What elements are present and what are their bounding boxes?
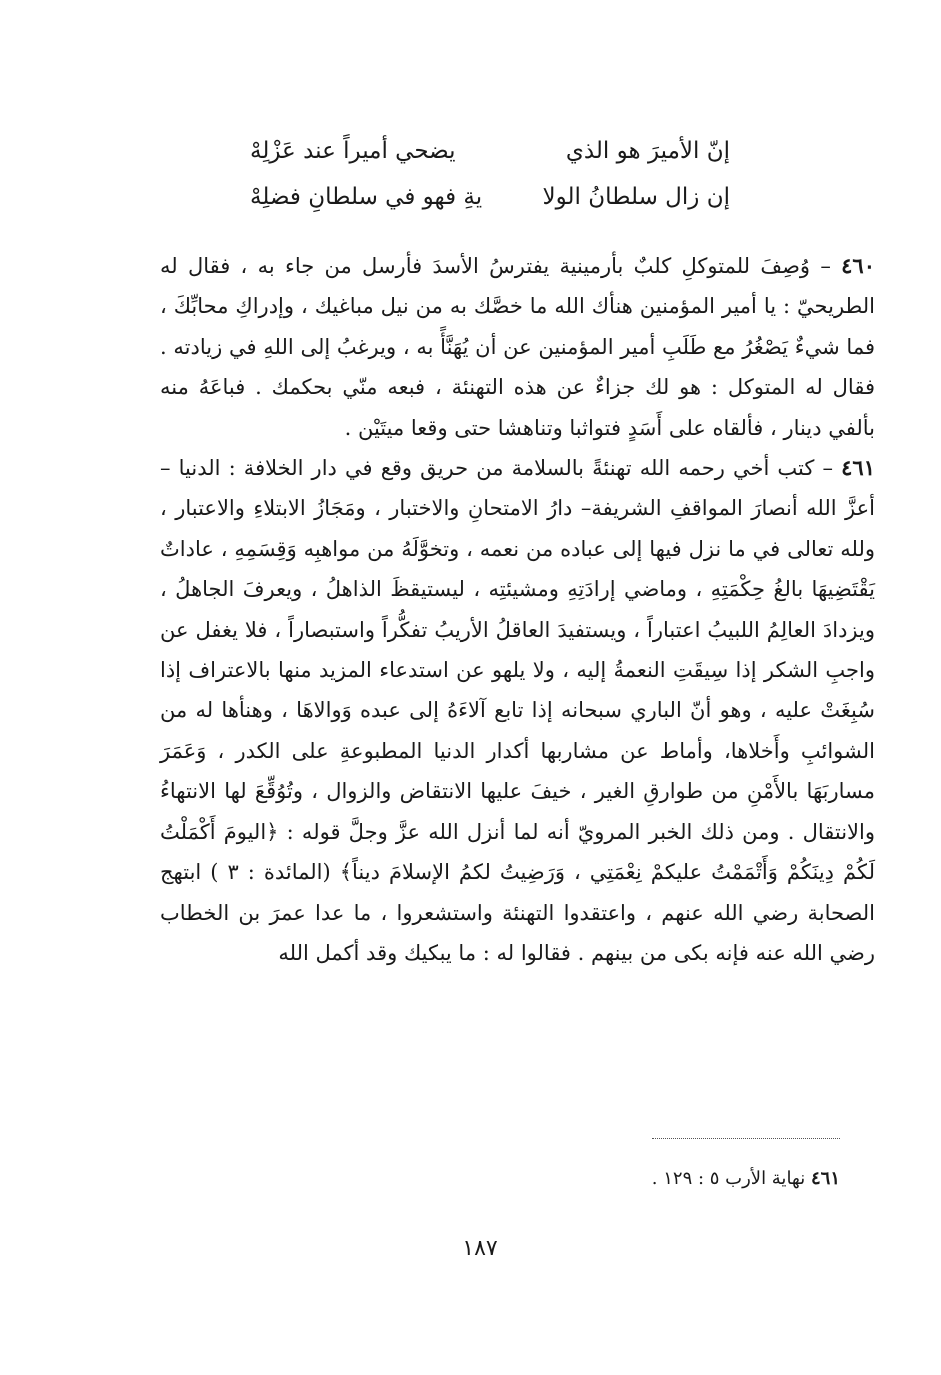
footnote-number: ٤٦١ bbox=[810, 1168, 840, 1189]
paragraph-text: – وُصِفَ للمتوكلِ كلبٌ بأرمينية يفترسُ الأسدَ فأرسل من جاء به ، فقال له الطريحيّ : يا أمير المؤمنين هنأك الله ما خصَّك به من نيل مباغيك ، وإدراكِ محابِّكَ ، فما شيءٌ يَصْغُرُ مع طَلَبِ أمير المؤمنين عن أن يُهَنَّأً به ، ويرغبُ إلى اللهِ في زيادته . فقال له المتوكل : هو لك جزاءٌ عن هذه التهنئة ، فبعه منّي بحكمك . فباعَهُ منه بألفي دينار ، فألقاه على أَسَدٍ فتواثبا وتناهشا حتى وقعا ميتَيْن . bbox=[160, 254, 875, 440]
poem-hemistich-first: إن زال سلطانُ الولا bbox=[542, 184, 730, 210]
poem-hemistich-second: يةِ فهو في سلطانِ فضلِهْ bbox=[250, 184, 483, 210]
poem-line bbox=[250, 128, 730, 174]
footnote-text: نهاية الأرب ٥ : ١٢٩ . bbox=[651, 1168, 806, 1189]
paragraph-text: – كتب أخي رحمه الله تهنئةً بالسلامة من حريق وقع في دار الخلافة : الدنيا –أعزَّ الله أنصارَ المواقفِ الشريفة– دارُ الامتحانِ والاختبار ، ومَجَازُ الابتلاءِ والاعتبار ، ولله تعالى في ما نزل فيها إلى عباده من نعمه ، وتخوَّلَهُ من مواهبِه وَقِسَمِهِ ، عاداتٌ يَقْتَضِيهَا بالغُ حِكْمَتِهِ ، وماضي إرادَتِهِ ومشيئتِه ، ليستيقظَ الذاهلُ ، ويعرفَ الجاهلُ ، ويزدادَ العالِمُ اللبيبُ اعتباراً ، ويستفيدَ العاقلُ الأريبُ تفكُّراً واستبصاراً ، فلا يغفل عن واجبِ الشكر إذا سِيقَتِ النعمةُ إليه ، ولا يلهو عن استدعاء المزيد منها بالاعتراف إذا سُبِغَتْ عليه ، وهو أنّ الباري سبحانه إذا تابع آلاءَهُ إلى عبده وَوالاهَا ، وهنأها له من الشوائبِ وأَخلاها، وأماط عن مشاربها أكدار الدنيا المطبوعةِ على الكدر ، وَعَمَرَ مساربَهَا بالأَمْنِ من طوارقِ الغير ، خيفَ عليها الانتقاض والزوال ، وتُوُقِّعَ لها الانتهاءُ والانتقال . ومن ذلك الخبر المرويّ أنه لما أنزل الله عزَّ وجلَّ قوله : ﴿اليومَ أَكْمَلْتُ لَكُمْ دِينَكُمْ وَأَتْمَمْتُ عليكمْ نِعْمَتِي ، وَرَضِيتُ لكمُ الإسلامَ ديناً﴾ (المائدة : ٣ ) ابتهج الصحابة رضي الله عنهم ، واعتقدوا التهنئة واستشعروا ، ما عدا عمرَ بن الخطاب رضي الله عنه فإنه بكى من بينهم . فقالوا له : ما يبكيك وقد أكمل الله bbox=[160, 456, 875, 965]
paragraph-number: ٤٦٠ bbox=[841, 253, 875, 278]
poem-line bbox=[250, 174, 730, 220]
paragraph-460 bbox=[160, 246, 875, 448]
poem-hemistich-first: إنّ الأميرَ هو الذي bbox=[565, 138, 730, 164]
poem-hemistich-second: يضحي أميراً عند عَزْلِهْ bbox=[250, 138, 456, 164]
paragraph-number: ٤٦١ bbox=[841, 455, 875, 481]
main-text bbox=[160, 246, 875, 973]
footnote bbox=[600, 1168, 840, 1189]
paragraph-461 bbox=[160, 448, 875, 973]
page-number: ١٨٧ bbox=[462, 1236, 498, 1261]
poem bbox=[250, 128, 730, 220]
footnote-separator bbox=[652, 1138, 840, 1139]
